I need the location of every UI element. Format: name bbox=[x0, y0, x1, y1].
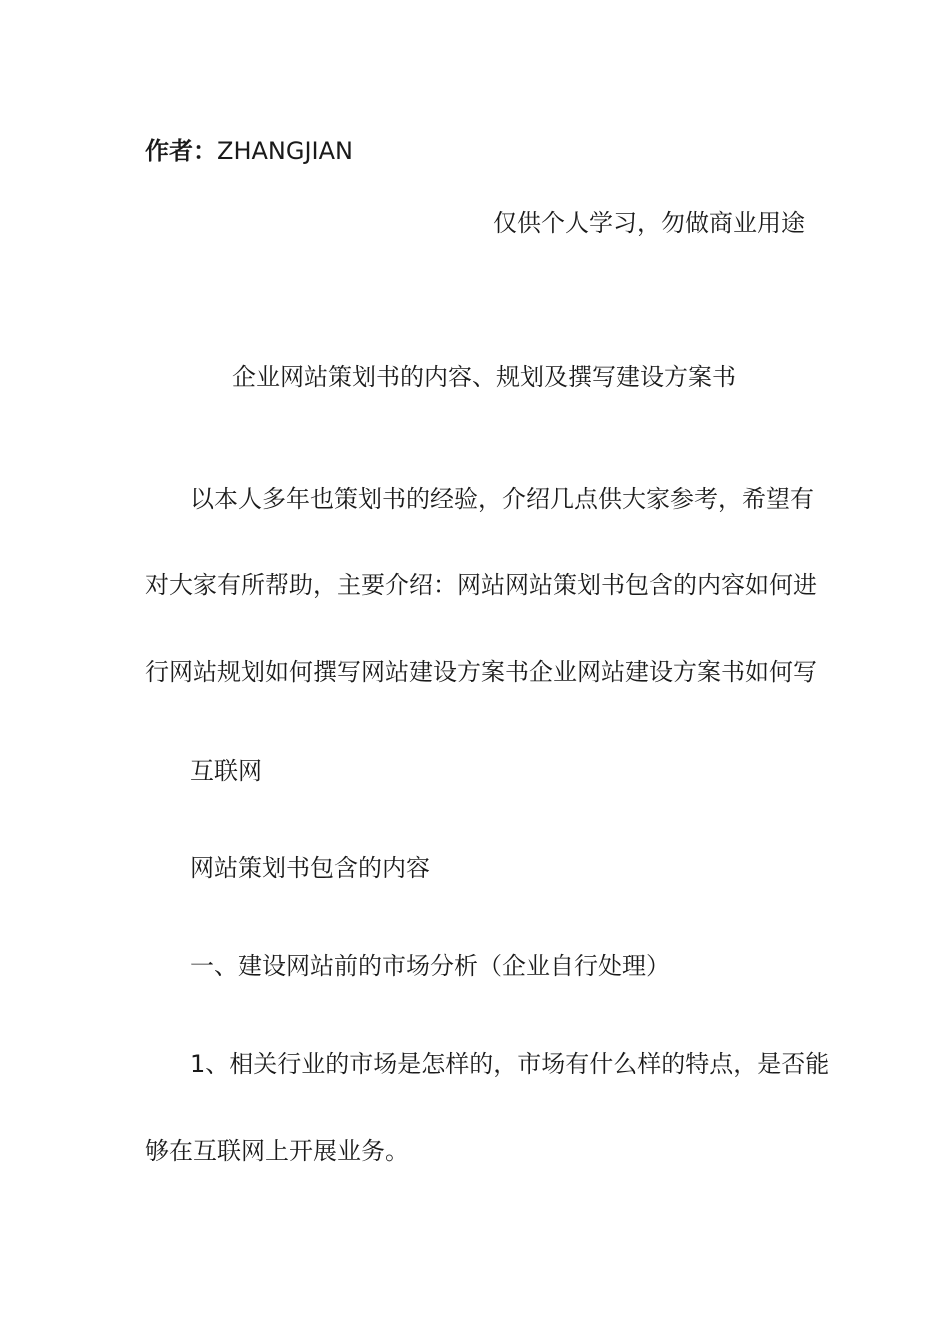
author-label: 作者： bbox=[145, 137, 217, 165]
document-title: 企业网站策划书的内容、规划及撰写建设方案书 bbox=[232, 363, 736, 391]
subsection-heading: 一、建设网站前的市场分析（企业自行处理） bbox=[190, 952, 670, 980]
item-1-line-1: 1、相关行业的市场是怎样的，市场有什么样的特点，是否能 bbox=[190, 1050, 830, 1078]
intro-line-2: 对大家有所帮助，主要介绍：网站网站策划书包含的内容如何进 bbox=[145, 571, 817, 599]
section-heading: 网站策划书包含的内容 bbox=[190, 854, 430, 882]
usage-disclaimer: 仅供个人学习，勿做商业用途 bbox=[493, 209, 805, 237]
topic-line: 互联网 bbox=[190, 757, 262, 785]
intro-line-3: 行网站规划如何撰写网站建设方案书企业网站建设方案书如何写 bbox=[145, 658, 817, 686]
item-1-line-2: 够在互联网上开展业务。 bbox=[145, 1137, 409, 1165]
intro-line-1: 以本人多年也策划书的经验，介绍几点供大家参考，希望有 bbox=[190, 485, 814, 513]
author-name: ZHANGJIAN bbox=[217, 137, 353, 165]
author-line bbox=[145, 136, 353, 166]
